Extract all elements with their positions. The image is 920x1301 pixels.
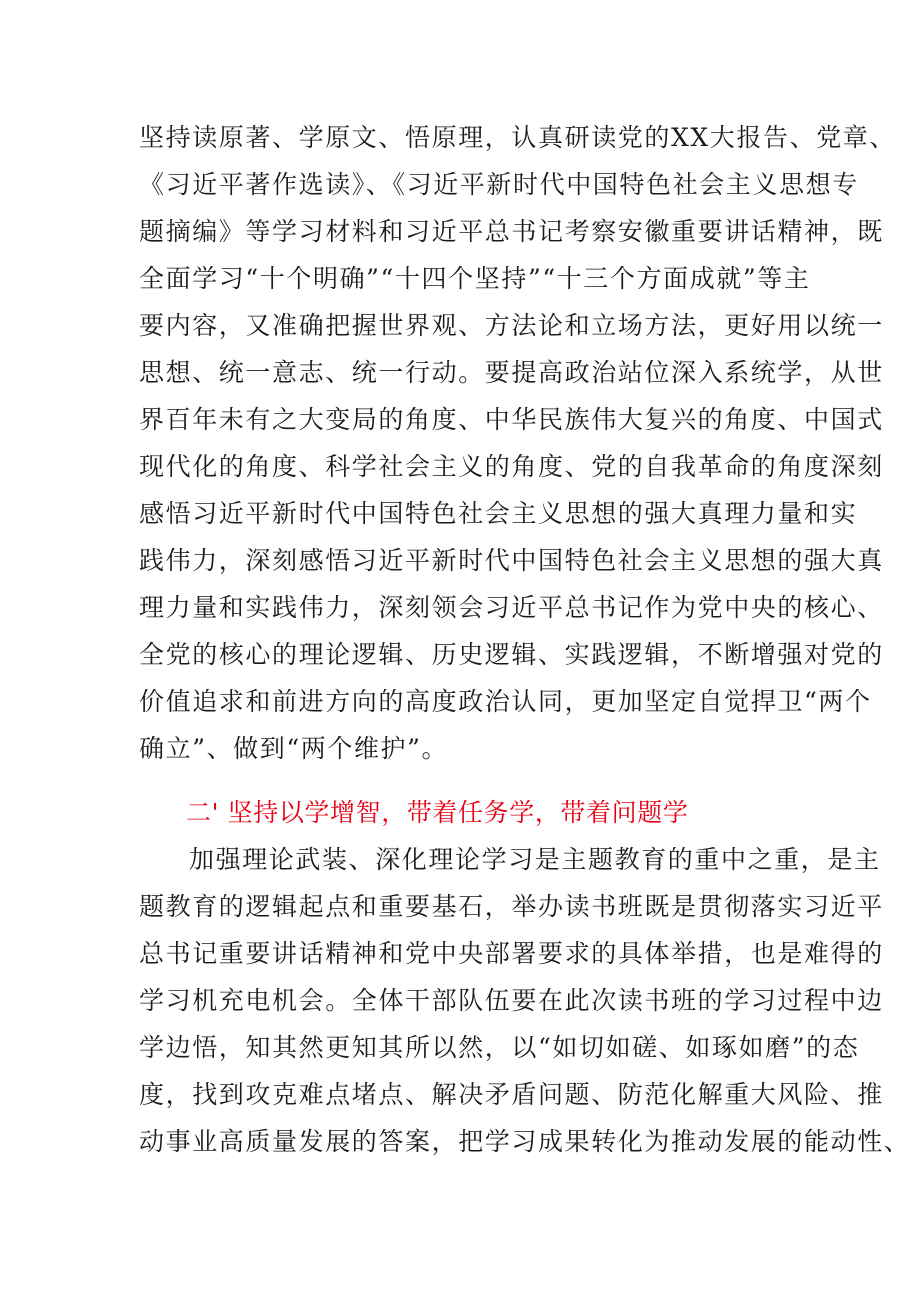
paragraph-line: 理力量和实践伟力，深刻领会习近平总书记作为党中央的核心、 [139, 593, 884, 622]
paragraph-line: 价值追求和前进方向的高度政治认同，更加坚定自觉捍卫“两个 [139, 687, 872, 716]
section-heading: 二' 坚持以学增智，带着任务学，带着问题学 [186, 798, 689, 827]
paragraph-line: 全面学习“十个明确”“十四个坚持”“十三个方面成就”等主 [139, 264, 811, 293]
paragraph-2 [139, 836, 911, 1165]
paragraph-line: 加强理论武装、深化理论学习是主题教育的重中之重，是主 [189, 845, 881, 874]
paragraph-line: 确立”、做到“两个维护”。 [139, 734, 449, 763]
paragraph-line: 题摘编》等学习材料和习近平总书记考察安徽重要讲话精神，既 [139, 217, 884, 246]
paragraph-line: 总书记重要讲话精神和党中央部署要求的具体举措，也是难得的 [139, 939, 884, 968]
paragraph-line: 感悟习近平新时代中国特色社会主义思想的强大真理力量和实 [139, 499, 858, 528]
paragraph-line: 动事业高质量发展的答案，把学习成果转化为推动发展的能动性、 [139, 1127, 911, 1156]
paragraph-line: 界百年未有之大变局的角度、中华民族伟大复兴的角度、中国式 [139, 405, 884, 434]
paragraph-line: 学边悟，知其然更知其所以然，以“如切如磋、如琢如磨”的态 [139, 1033, 860, 1062]
paragraph-line: 要内容，又准确把握世界观、方法论和立场方法，更好用以统一 [139, 311, 884, 340]
paragraph-line: 思想、统一意志、统一行动。要提高政治站位深入系统学，从世 [139, 358, 884, 387]
paragraph-1 [139, 114, 896, 772]
paragraph-line: 《习近平著作选读》、《习近平新时代中国特色社会主义思想专 [139, 170, 859, 199]
paragraph-line: 全党的核心的理论逻辑、历史逻辑、实践逻辑，不断增强对党的 [139, 640, 884, 669]
paragraph-line: 践伟力，深刻感悟习近平新时代中国特色社会主义思想的强大真 [139, 546, 884, 575]
paragraph-line: 学习机充电机会。全体干部队伍要在此次读书班的学习过程中边 [139, 986, 884, 1015]
paragraph-line: 题教育的逻辑起点和重要基石，举办读书班既是贯彻落实习近平 [139, 892, 884, 921]
paragraph-line: 度，找到攻克难点堵点、解决矛盾问题、防范化解重大风险、推 [139, 1080, 884, 1109]
paragraph-line: 现代化的角度、科学社会主义的角度、党的自我革命的角度深刻 [139, 452, 884, 481]
paragraph-line: 坚持读原著、学原文、悟原理，认真研读党的XX大报告、党章、 [139, 123, 896, 152]
